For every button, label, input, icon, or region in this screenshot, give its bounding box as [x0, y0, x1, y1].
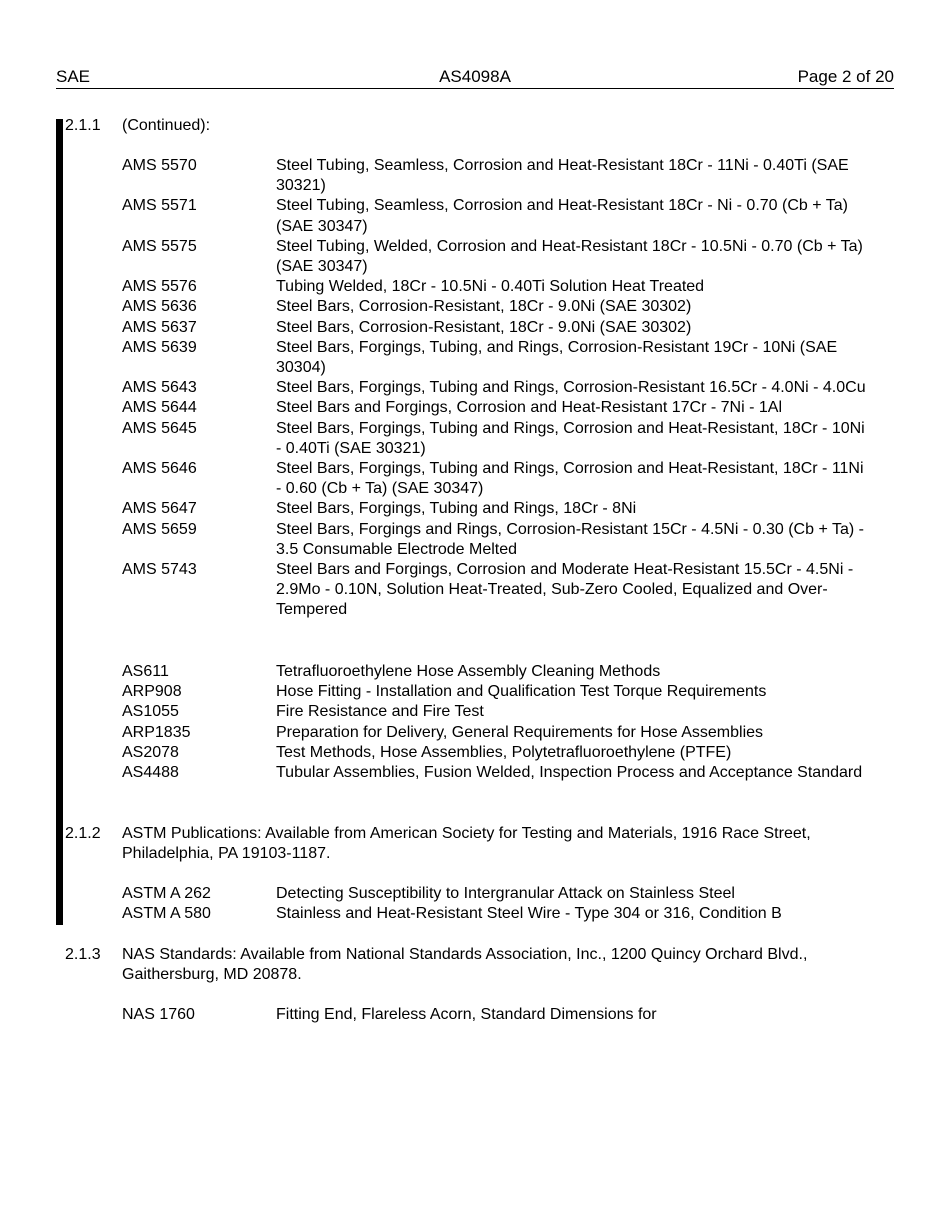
reference-title: Steel Bars, Forgings, Tubing and Rings, Corrosion and Heat-Resistant, 18Cr - 11Ni - 0.60 (Cb + Ta) (SAE 30347)	[276, 460, 864, 498]
reference-code: AS4488	[122, 764, 179, 782]
page-header	[56, 67, 894, 89]
section-text: ASTM Publications: Available from American Society for Testing and Materials, 1916 Race Street, Philadelphia, PA 19103-1187.	[122, 825, 811, 863]
reference-title: Stainless and Heat-Resistant Steel Wire - Type 304 or 316, Condition B	[276, 905, 782, 923]
reference-title: Steel Bars, Corrosion-Resistant, 18Cr - 9.0Ni (SAE 30302)	[276, 318, 692, 336]
reference-title: Preparation for Delivery, General Requirements for Hose Assemblies	[276, 723, 764, 741]
header-page-number: Page 2 of 20	[797, 67, 894, 86]
reference-row	[122, 338, 882, 378]
reference-row	[122, 520, 882, 560]
reference-code: AMS 5643	[122, 379, 197, 397]
reference-row	[122, 277, 882, 297]
reference-title: Detecting Susceptibility to Intergranular Attack on Stainless Steel	[276, 885, 735, 902]
header-org: SAE	[56, 67, 91, 86]
reference-code: ARP1835	[122, 723, 191, 741]
reference-row	[122, 196, 882, 236]
reference-code: AMS 5645	[122, 419, 197, 437]
reference-title: Steel Bars, Forgings, Tubing and Rings, Corrosion and Heat-Resistant, 18Cr - 10Ni - 0.40Ti (SAE 30321)	[276, 419, 865, 457]
reference-row	[122, 1005, 882, 1025]
reference-row	[122, 723, 882, 743]
reference-row	[122, 763, 882, 783]
section-title: (Continued):	[122, 117, 211, 134]
reference-code: AMS 5637	[122, 318, 197, 336]
reference-row	[122, 297, 882, 317]
reference-code: ARP908	[122, 683, 182, 701]
reference-code: AMS 5576	[122, 278, 197, 296]
reference-code: AMS 5659	[122, 520, 197, 538]
reference-row	[122, 318, 882, 338]
reference-title: Test Methods, Hose Assemblies, Polytetrafluoroethylene (PTFE)	[276, 743, 732, 761]
reference-row	[122, 904, 882, 924]
reference-row	[122, 662, 882, 682]
reference-row	[122, 419, 882, 459]
reference-code: AS611	[122, 663, 169, 680]
reference-title: Steel Tubing, Seamless, Corrosion and Heat-Resistant 18Cr - Ni - 0.70 (Cb + Ta) (SAE 30347)	[276, 197, 848, 235]
reference-code: ASTM A 580	[122, 905, 211, 923]
reference-title: Fire Resistance and Fire Test	[276, 703, 484, 721]
reference-title: Steel Bars, Corrosion-Resistant, 18Cr - 9.0Ni (SAE 30302)	[276, 298, 692, 316]
astm-reference-list	[122, 884, 882, 924]
reference-code: AMS 5639	[122, 338, 197, 356]
reference-code: AMS 5644	[122, 399, 197, 417]
header-doc-number: AS4098A	[439, 67, 511, 86]
reference-code: AMS 5647	[122, 500, 197, 518]
reference-title: Tubing Welded, 18Cr - 10.5Ni - 0.40Ti Solution Heat Treated	[276, 278, 705, 296]
reference-title: Steel Bars, Forgings, Tubing and Rings, Corrosion-Resistant 16.5Cr - 4.0Ni - 4.0Cu	[276, 379, 866, 397]
reference-code: AMS 5571	[122, 197, 197, 215]
reference-row	[122, 237, 882, 277]
reference-code: ASTM A 262	[122, 885, 211, 902]
reference-row	[122, 499, 882, 519]
reference-title: Tubular Assemblies, Fusion Welded, Inspection Process and Acceptance Standard	[276, 764, 863, 782]
reference-title: Steel Bars, Forgings, Tubing and Rings, 18Cr - 8Ni	[276, 500, 637, 518]
as-reference-list	[122, 662, 882, 783]
section-text: NAS Standards: Available from National Standards Association, Inc., 1200 Quincy Orchard Blvd., Gaithersburg, MD 20878.	[122, 946, 808, 984]
reference-code: AMS 5646	[122, 460, 197, 478]
reference-code: AMS 5636	[122, 298, 197, 316]
reference-row	[122, 702, 882, 722]
reference-code: AMS 5570	[122, 157, 197, 174]
reference-code: AS2078	[122, 743, 179, 761]
reference-code: AMS 5743	[122, 561, 197, 579]
reference-row	[122, 884, 882, 904]
nas-reference-list	[122, 1005, 882, 1025]
reference-title: Steel Bars and Forgings, Corrosion and Heat-Resistant 17Cr - 7Ni - 1Al	[276, 399, 782, 417]
reference-title: Steel Bars, Forgings and Rings, Corrosion-Resistant 15Cr - 4.5Ni - 0.30 (Cb + Ta) - 3.5 Consumable Electrode Melted	[276, 520, 864, 558]
reference-title: Steel Tubing, Welded, Corrosion and Heat-Resistant 18Cr - 10.5Ni - 0.70 (Cb + Ta) (SAE 30347)	[276, 237, 863, 276]
reference-code: AS1055	[122, 703, 179, 721]
reference-title: Hose Fitting - Installation and Qualification Test Torque Requirements	[276, 683, 767, 701]
reference-title: Steel Bars, Forgings, Tubing, and Rings, Corrosion-Resistant 19Cr - 10Ni (SAE 30304)	[276, 338, 838, 377]
reference-code: NAS 1760	[122, 1006, 195, 1023]
revision-change-bar	[56, 119, 63, 925]
reference-row	[122, 398, 882, 418]
reference-title: Steel Tubing, Seamless, Corrosion and Heat-Resistant 18Cr - 11Ni - 0.40Ti (SAE 30321)	[276, 157, 849, 195]
section-number: 2.1.1	[65, 117, 101, 134]
reference-row	[122, 743, 882, 763]
reference-row	[122, 378, 882, 398]
reference-code: AMS 5575	[122, 237, 197, 255]
reference-row	[122, 156, 882, 196]
reference-row	[122, 459, 882, 499]
section-number: 2.1.2	[65, 825, 101, 842]
ams-reference-list	[122, 156, 882, 621]
reference-title: Steel Bars and Forgings, Corrosion and Moderate Heat-Resistant 15.5Cr - 4.5Ni - 2.9Mo - 0.10N, Solution Heat-Treated, Sub-Zero Cooled, Equalized and Over-Tempered	[276, 561, 854, 619]
reference-title: Fitting End, Flareless Acorn, Standard Dimensions for	[276, 1006, 657, 1023]
reference-title: Tetrafluoroethylene Hose Assembly Cleaning Methods	[276, 663, 661, 680]
section-number: 2.1.3	[65, 946, 101, 963]
reference-row	[122, 560, 882, 621]
reference-row	[122, 682, 882, 702]
